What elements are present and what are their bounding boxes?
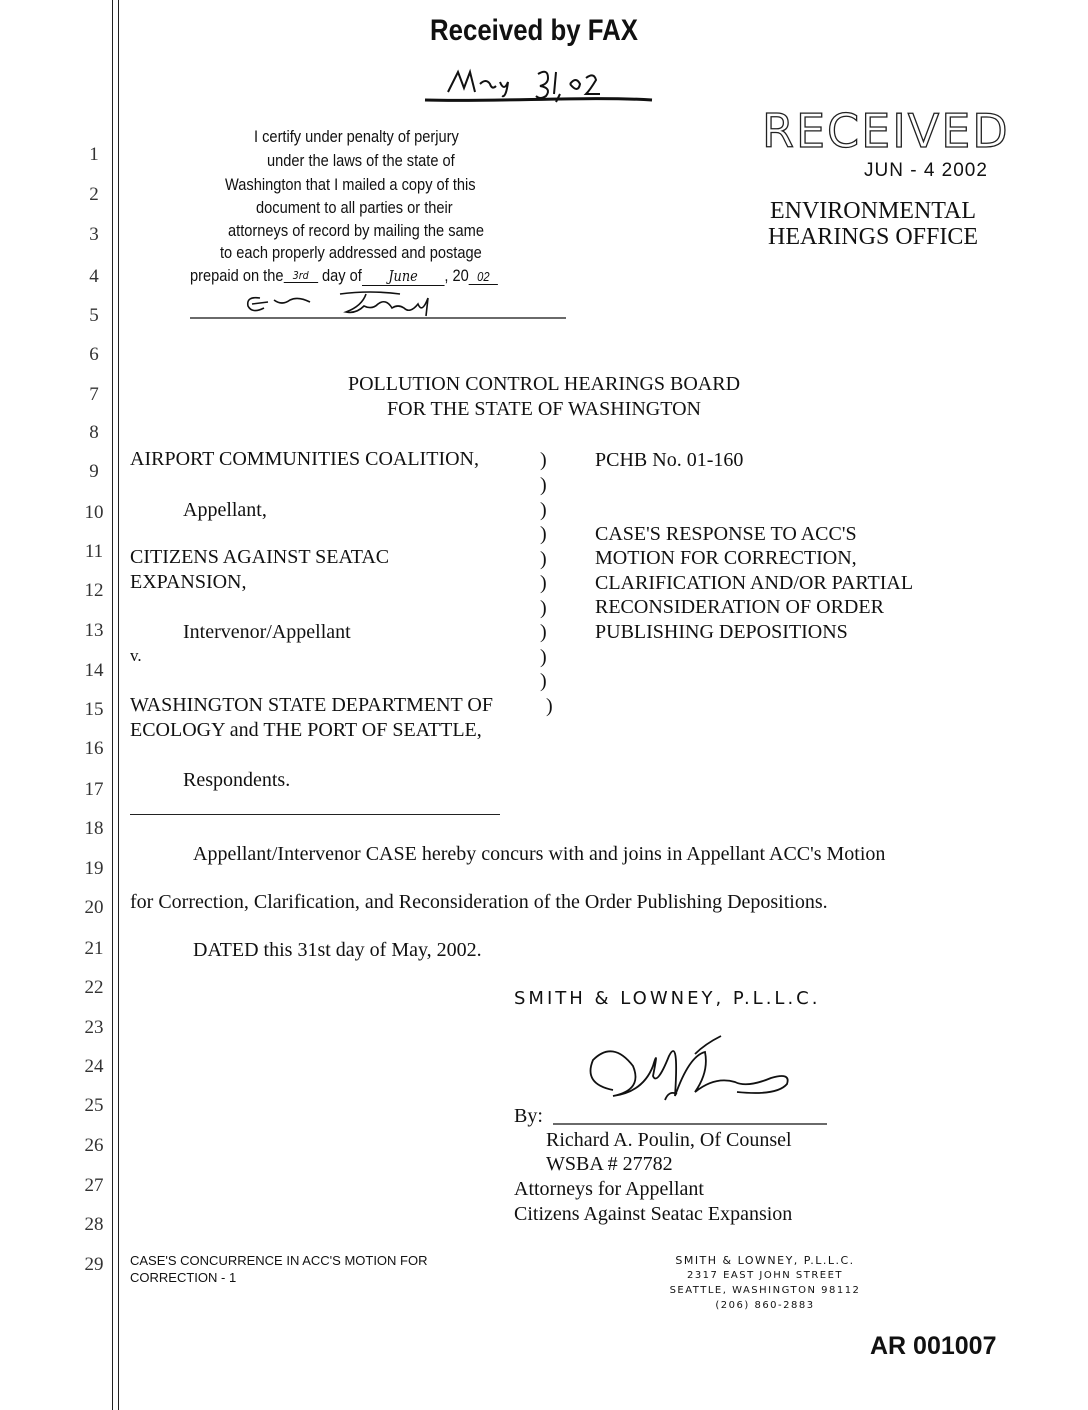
- party-intervenor-role: Intervenor/Appellant: [183, 621, 351, 643]
- case-number: PCHB No. 01-160: [595, 449, 744, 471]
- hearings-office-line2: HEARINGS OFFICE: [767, 224, 979, 250]
- certificate-line: under the laws of the state of: [267, 151, 455, 170]
- party-appellant: AIRPORT COMMUNITIES COALITION,: [130, 448, 479, 470]
- doc-title-line: CASE'S RESPONSE TO ACC'S: [595, 523, 857, 545]
- line-number: 2: [89, 184, 99, 205]
- body-paragraph-line2: for Correction, Clarification, and Reconsideration of the Order Publishing Depositions.: [130, 891, 828, 913]
- attorney-role-line2: Citizens Against Seatac Expansion: [514, 1203, 793, 1225]
- footer-page-label: CORRECTION - 1: [130, 1270, 237, 1285]
- line-number: 16: [84, 738, 104, 759]
- attorney-signature: [545, 1030, 835, 1130]
- certificate-line: to each properly addressed and postage: [220, 243, 482, 262]
- signature-by-label: By:: [514, 1105, 543, 1127]
- board-title-line1: POLLUTION CONTROL HEARINGS BOARD: [347, 373, 741, 395]
- line-number: 11: [84, 541, 104, 562]
- line-number: 13: [84, 620, 104, 641]
- received-stamp: [762, 104, 1022, 184]
- caption-paren: ): [540, 449, 547, 471]
- doc-title-line: PUBLISHING DEPOSITIONS: [595, 621, 848, 643]
- footer-phone: (206) 860-2883: [715, 1300, 815, 1311]
- caption-paren: ): [540, 523, 547, 545]
- doc-title-line: RECONSIDERATION OF ORDER: [595, 596, 884, 618]
- caption-paren: ): [540, 646, 547, 668]
- footer-firm-name: SMITH & LOWNEY, P.L.L.C.: [675, 1254, 855, 1267]
- footer-firm-address: [620, 1253, 910, 1313]
- attorney-wsba: WSBA # 27782: [546, 1153, 673, 1175]
- caption-paren: ): [540, 572, 547, 594]
- board-title-line2: FOR THE STATE OF WASHINGTON: [387, 398, 701, 420]
- party-respondent-role: Respondents.: [183, 769, 291, 791]
- line-number: 4: [89, 266, 99, 287]
- footer-doc-title: CASE'S CONCURRENCE IN ACC'S MOTION FOR: [130, 1253, 428, 1268]
- line-number: 22: [84, 977, 104, 998]
- line-number: 27: [84, 1175, 104, 1196]
- caption-rule: [130, 814, 500, 815]
- footer-street: 2317 EAST JOHN STREET: [686, 1270, 844, 1281]
- line-number: 15: [84, 699, 104, 720]
- attorney-role-line1: Attorneys for Appellant: [514, 1178, 704, 1200]
- dated-line: DATED this 31st day of May, 2002.: [193, 939, 482, 961]
- footer-left: [130, 1252, 428, 1286]
- certificate-day-of: day of: [321, 266, 362, 285]
- line-number: 6: [89, 344, 99, 365]
- line-number: 3: [89, 224, 99, 245]
- line-number: 23: [84, 1017, 104, 1038]
- line-number: 14: [84, 660, 104, 681]
- versus: v.: [130, 646, 142, 665]
- line-number: 24: [84, 1056, 104, 1077]
- certificate-day: 3rd: [283, 269, 317, 283]
- certificate-date-line: [190, 266, 498, 286]
- line-number: 5: [89, 305, 99, 326]
- firm-name: SMITH & LOWNEY, P.L.L.C.: [514, 988, 821, 1009]
- body-paragraph-line1: Appellant/Intervenor CASE hereby concurs with and joins in Appellant ACC's Motion: [193, 843, 886, 865]
- line-number: 9: [89, 461, 99, 482]
- line-number: 8: [89, 422, 99, 443]
- attorney-name: Richard A. Poulin, Of Counsel: [546, 1129, 792, 1151]
- certificate-signature: [190, 288, 570, 322]
- certificate-line: I certify under penalty of perjury: [254, 127, 459, 146]
- party-intervenor-line2: EXPANSION,: [130, 571, 247, 593]
- party-respondent-line1: WASHINGTON STATE DEPARTMENT OF: [130, 694, 493, 716]
- hearings-office-label: [758, 198, 988, 250]
- caption-paren: ): [540, 548, 547, 570]
- footer-city: SEATTLE, WASHINGTON 98112: [669, 1285, 861, 1296]
- certificate-prefix: prepaid on the: [190, 266, 284, 285]
- line-number: 25: [84, 1095, 104, 1116]
- line-number: 10: [84, 502, 104, 523]
- certificate-line: attorneys of record by mailing the same: [228, 221, 484, 240]
- doc-title-line: CLARIFICATION AND/OR PARTIAL: [595, 572, 914, 594]
- doc-title-line: MOTION FOR CORRECTION,: [595, 547, 857, 569]
- caption-paren: ): [540, 474, 547, 496]
- fax-received-stamp: Received by FAX: [430, 14, 638, 47]
- line-number: 28: [84, 1214, 104, 1235]
- received-stamp-word: RECEIVED: [762, 104, 1010, 158]
- line-number: 21: [84, 938, 104, 959]
- handwritten-fax-date: [420, 60, 660, 110]
- line-number: 26: [84, 1135, 104, 1156]
- line-number: 7: [89, 384, 99, 405]
- bates-number: AR 001007: [870, 1332, 997, 1360]
- caption-paren: ): [540, 597, 547, 619]
- certificate-year: 02: [469, 269, 498, 285]
- caption-paren: ): [540, 670, 547, 692]
- line-number: 29: [84, 1254, 104, 1275]
- received-stamp-date: JUN - 4 2002: [864, 160, 988, 181]
- party-appellant-role: Appellant,: [183, 499, 267, 521]
- line-number: 18: [84, 818, 104, 839]
- line-number: 19: [84, 858, 104, 879]
- party-intervenor-line1: CITIZENS AGAINST SEATAC: [130, 546, 390, 568]
- certificate-month: June: [362, 267, 445, 286]
- line-number: 17: [84, 779, 104, 800]
- line-number: 1: [89, 144, 99, 165]
- party-respondent-line2: ECOLOGY and THE PORT OF SEATTLE,: [130, 719, 482, 741]
- certificate-line: document to all parties or their: [256, 198, 453, 217]
- caption-paren: ): [540, 621, 547, 643]
- line-number: 12: [84, 580, 104, 601]
- caption-paren: ): [540, 499, 547, 521]
- certificate-year-prefix: , 20: [444, 266, 469, 285]
- hearings-office-line1: ENVIRONMENTAL: [769, 198, 977, 224]
- line-number: 20: [84, 897, 104, 918]
- certificate-line: Washington that I mailed a copy of this: [225, 175, 476, 194]
- caption-paren: ): [546, 695, 553, 717]
